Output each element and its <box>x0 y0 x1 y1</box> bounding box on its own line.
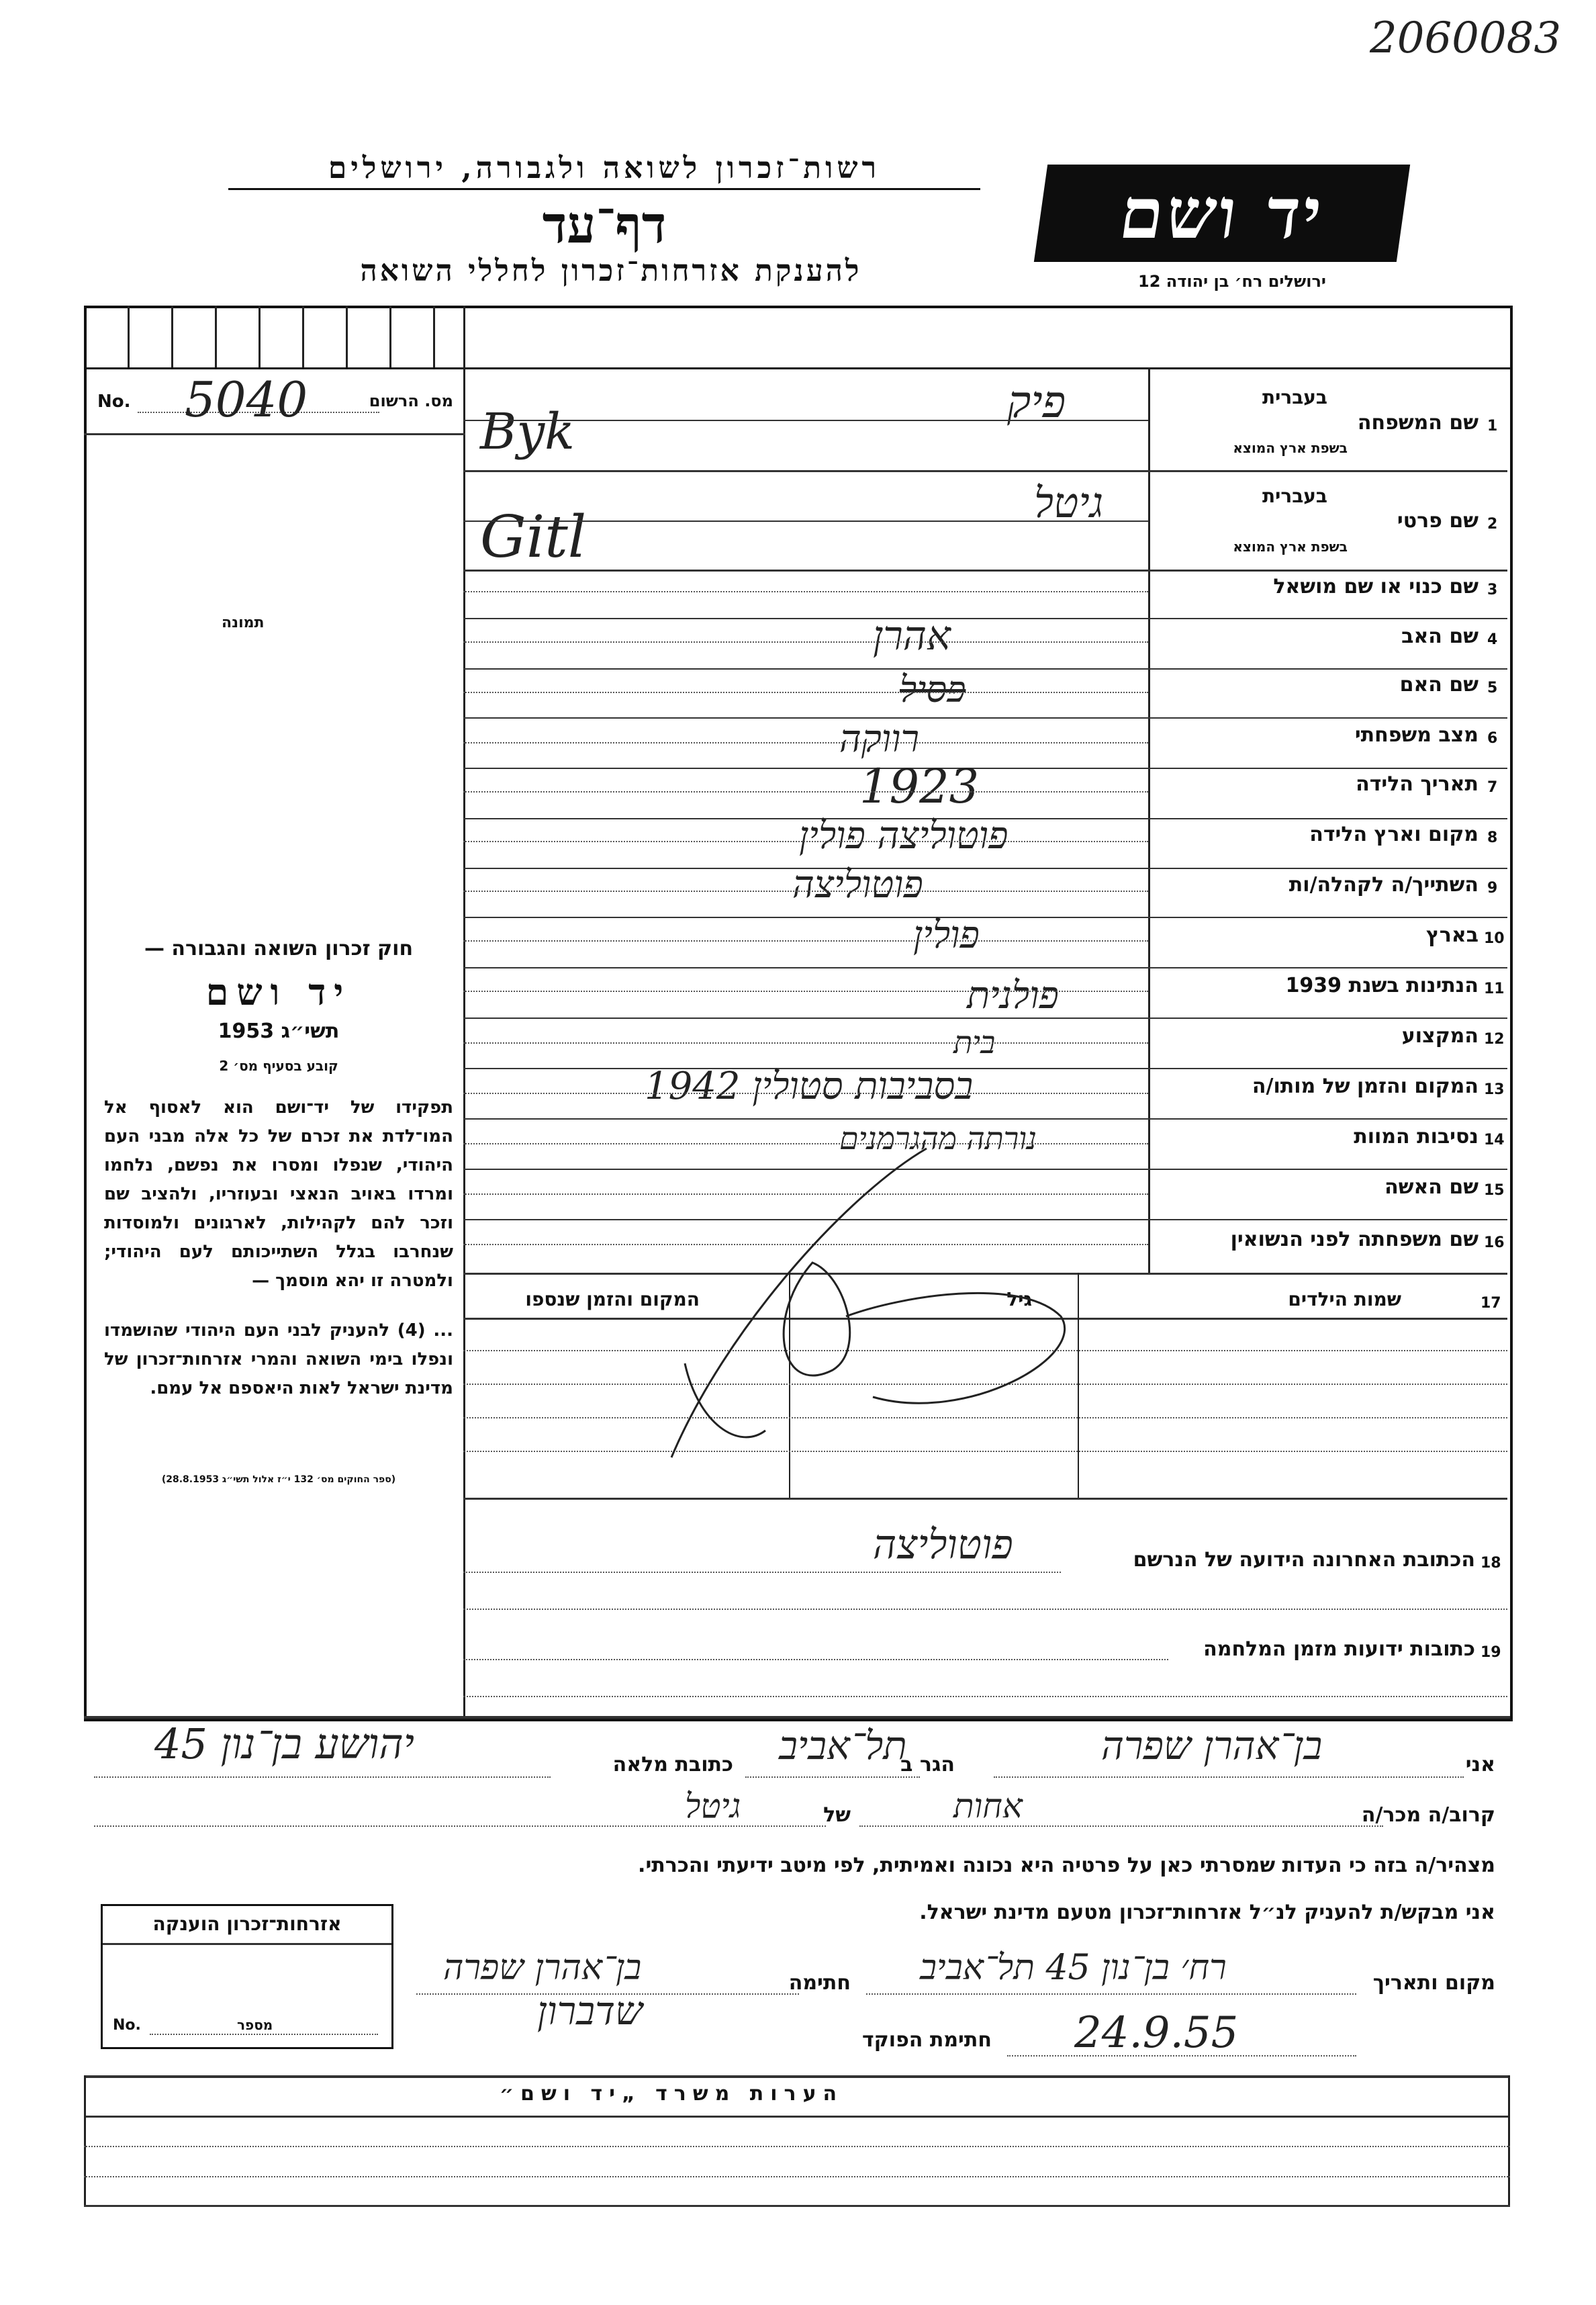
registration-no <box>97 371 453 428</box>
field-18-dots <box>463 1572 1061 1573</box>
field-12-number: 12 <box>1484 1031 1505 1048</box>
decl-relative-dots <box>859 1825 1383 1827</box>
field-11-value: פולנית <box>967 974 1059 1018</box>
field-6-bottom <box>463 768 1507 769</box>
field-19-dots <box>463 1659 1168 1660</box>
decl-of-value: גיטל <box>685 1787 741 1825</box>
field-18-value: פוטוליצה <box>873 1521 1013 1568</box>
registration-label: מס. הרשום <box>369 392 453 410</box>
children-place-header: המקום והזמן שנספו <box>525 1288 700 1310</box>
field-1-value: פיק <box>1007 376 1066 428</box>
form-title: דף־עד <box>542 195 667 255</box>
field-17-number: 17 <box>1481 1295 1501 1312</box>
field-8-bottom <box>463 868 1507 869</box>
field-7-number: 7 <box>1487 779 1498 796</box>
decl-signature-label: חתימה <box>788 1971 851 1995</box>
form-bottom-line <box>84 1716 1510 1719</box>
office-notes-title-line <box>84 2116 1510 2118</box>
office-notes-line <box>84 2176 1510 2177</box>
decl-resides-value: תל־אביב <box>779 1723 907 1768</box>
field-9-dots <box>463 891 1148 892</box>
field-8-value: פוטוליצה פולין <box>799 814 1008 858</box>
field-12-bottom <box>463 1068 1507 1069</box>
field-2-hebrew-tag: בעברית <box>1262 485 1327 507</box>
field-5-bottom <box>463 717 1507 719</box>
field-1-bottom <box>463 470 1507 472</box>
decl-relative-value: אחות <box>953 1787 1023 1825</box>
field-11-label: הנתינות בשנת 1939 <box>1285 974 1478 997</box>
decl-of-dots <box>94 1825 826 1827</box>
field-1-number: 1 <box>1487 418 1498 435</box>
top-strip-tick <box>346 306 348 367</box>
field-5-value: פסיל <box>900 668 966 711</box>
field-15-label: שם האשה <box>1384 1175 1478 1199</box>
field-2-origin-value: Gitl <box>480 504 587 571</box>
children-names-header: שמות הילדים <box>1288 1288 1401 1310</box>
office-notes-top <box>84 2075 1510 2078</box>
field-3-label: שם כנוי או שם מושאל <box>1273 575 1478 598</box>
field-1-origin-tag: בשפת ארץ המוצא <box>1233 440 1348 456</box>
decl-statement-2: אני מבקש/ת להעניק לנ״ל אזרחות־זכרון מטעם מדינת ישראל. <box>919 1901 1495 1924</box>
decl-of-label: של <box>823 1803 851 1827</box>
field-13-bottom <box>463 1118 1507 1120</box>
decl-date-value: 24.9.55 <box>1074 2008 1239 2058</box>
field-1-line <box>463 420 1148 421</box>
field-13-number: 13 <box>1484 1081 1505 1098</box>
citizenship-no-label: No. <box>113 2017 141 2034</box>
children-age-header: גיל <box>1006 1288 1032 1310</box>
top-grid-strip <box>84 306 1510 369</box>
top-strip-tick <box>171 306 173 367</box>
decl-i-dots <box>994 1776 1464 1778</box>
form-frame <box>84 306 1513 1721</box>
field-2-label: שם פרטי <box>1397 509 1478 533</box>
office-notes-left <box>84 2075 86 2206</box>
decl-place-date-label: מקום ותאריך <box>1372 1971 1495 1995</box>
registration-no-en: No. <box>97 392 131 412</box>
field-18-label: הכתובת האחרונה הידועה של הנרשם <box>1133 1548 1475 1572</box>
field-11-number: 11 <box>1484 981 1505 997</box>
law-paragraph-1: תפקידו של יד־ושם הוא לאסוף אל המו־לדת את זכרם של כל אלה מבני העם היהודי, שנפלו ומסרו את נפשם, נלחמו ומרדו באויב הנאצי ובעוזריו, ולהציב שם וזכר להם לקהילות, לארגונים ולמוסדות שנחרבו בגלל השתייכותם לעם היהודי; ולמטרה זו יהא מוסמך — <box>104 1097 453 1291</box>
decl-address-label: כתובת מלאה <box>612 1753 733 1776</box>
field-8-label: מקום וארץ הלידה <box>1309 823 1478 846</box>
citizenship-no-dots <box>150 2034 378 2035</box>
law-clause: קובע בסעיף מס׳ 2 <box>219 1058 338 1074</box>
field-16-number: 16 <box>1484 1234 1505 1251</box>
field-1-label: שם המשפחה <box>1357 411 1478 435</box>
field-3-dots <box>463 591 1148 592</box>
top-strip-tick <box>302 306 304 367</box>
field-5-dots <box>463 692 1148 693</box>
field-7-dots <box>463 791 1148 793</box>
field-6-value: רווקה <box>839 717 919 761</box>
office-notes-bottom <box>84 2205 1510 2207</box>
field-7-label: תאריך הלידה <box>1356 772 1478 796</box>
field-4-bottom <box>463 668 1507 670</box>
authority-underline <box>228 188 980 190</box>
photo-label: תמונה <box>222 615 265 631</box>
decl-address-value: יהושע בן־נון 45 <box>154 1719 414 1768</box>
field-10-value: פולין <box>913 913 980 957</box>
field-14-label: נסיבות המוות <box>1354 1125 1478 1148</box>
authority-title: רשות־זכרון לשואה ולגבורה, ירושלים <box>328 151 881 185</box>
law-name: יד ושם <box>205 970 352 1013</box>
registration-value: 5040 <box>185 371 308 428</box>
law-year: תשי״ג 1953 <box>218 1020 340 1043</box>
field-14-number: 14 <box>1484 1132 1505 1148</box>
decl-i-value: בן־אהרן שפרה <box>1101 1723 1323 1768</box>
field-2-line <box>463 521 1148 522</box>
yad-vashem-logo <box>1034 165 1410 262</box>
office-notes-line <box>84 2146 1510 2147</box>
decl-officer-value: שדברון <box>537 1988 643 2034</box>
top-strip-tick <box>433 306 435 367</box>
field-9-number: 9 <box>1487 880 1498 897</box>
field-4-value: אהרן <box>873 613 951 660</box>
field-8-number: 8 <box>1487 829 1498 846</box>
decl-relative-label: קרוב/ה מכר/ה <box>1361 1803 1495 1827</box>
top-strip-tick <box>259 306 261 367</box>
field-10-label: בארץ <box>1425 923 1478 947</box>
law-paragraph-2: ... (4) להעניק לבני העם היהודי שהושמדו ונפלו בימי השואה והמרי אזרחות־זכרון של מדינת ישראל לאות היאספם אל עמם. <box>104 1320 453 1398</box>
citizenship-number-label: מספר <box>237 2017 273 2033</box>
field-3-number: 3 <box>1487 582 1498 598</box>
field-12-dots <box>463 1042 1148 1044</box>
field-8-dots <box>463 841 1148 842</box>
decl-officer-label: חתימת הפוקד <box>862 2028 992 2052</box>
field-4-number: 4 <box>1487 631 1498 648</box>
children-table-bottom <box>463 1498 1507 1500</box>
citizenship-title: אזרחות־זכרון הוענקה <box>152 1913 342 1935</box>
field-15-number: 15 <box>1484 1182 1505 1199</box>
field-9-value: פוטוליצה <box>792 863 923 907</box>
decl-resides-dots <box>745 1776 920 1778</box>
label-column-border <box>1148 367 1150 1274</box>
field-5-label: שם האם <box>1399 673 1478 696</box>
field-10-dots <box>463 940 1148 942</box>
decl-statement-1: מצהיר/ה בזה כי העדות שמסרתי כאן על פרטיה היא נכונה ואמיתית, לפי מיטב ידיעתי והכרתי. <box>638 1854 1495 1877</box>
decl-address-dots <box>94 1776 551 1778</box>
field-7-value: 1923 <box>859 759 980 814</box>
registration-underline <box>84 433 465 435</box>
office-notes-right <box>1508 2075 1510 2206</box>
decl-place-dots <box>866 1993 1356 1995</box>
left-column-border <box>463 306 465 1716</box>
field-9-bottom <box>463 917 1507 918</box>
field-2-bottom <box>463 570 1507 572</box>
form-subtitle: להענקת אזרחות־זכרון לחללי השואה <box>360 254 862 288</box>
decl-resides-label: הגר ב <box>900 1753 955 1776</box>
field-12-value: בית <box>953 1024 996 1060</box>
citizenship-title-line <box>103 1943 391 1945</box>
archive-number: 2060083 <box>1370 13 1562 63</box>
field-14-value: נורתה מהגרמנים <box>839 1120 1037 1157</box>
citizenship-box <box>101 1904 393 2049</box>
field-13-label: המקום והזמן של מותו/ה <box>1252 1075 1478 1098</box>
field-1-origin-value: Byk <box>480 403 575 461</box>
decl-officer-dots <box>1007 2055 1356 2057</box>
field-2-origin-tag: בשפת ארץ המוצא <box>1233 539 1348 555</box>
field-19-number: 19 <box>1481 1644 1501 1661</box>
field-4-label: שם האב <box>1401 625 1478 648</box>
field-18-number: 18 <box>1481 1555 1501 1572</box>
field-10-bottom <box>463 967 1507 968</box>
decl-signature-value: בן־אהרן שפרה <box>443 1948 642 1988</box>
cancel-scribble <box>645 1142 1115 1491</box>
field-5-number: 5 <box>1487 680 1498 696</box>
field-1-hebrew-tag: בעברית <box>1262 386 1327 408</box>
field-19-label: כתובות ידועות מזמן המלחמה <box>1203 1637 1475 1661</box>
field-2-value: גיטל <box>1034 478 1104 527</box>
field-11-bottom <box>463 1018 1507 1019</box>
field-16-label: שם משפחתה לפני הנשואין <box>1230 1228 1478 1251</box>
field-12-label: המקצוע <box>1401 1024 1478 1048</box>
top-strip-tick <box>215 306 217 367</box>
field-13-dots <box>463 1093 1148 1094</box>
office-notes-title: הערות משרד „יד ושם״ <box>499 2082 844 2106</box>
field-11-dots <box>463 991 1148 992</box>
decl-place-date-value: רח׳ בן־נון 45 תל־אביב <box>920 1948 1227 1988</box>
field-6-dots <box>463 742 1148 743</box>
field-18-dots-2 <box>463 1609 1507 1610</box>
top-strip-tick <box>128 306 130 367</box>
address-line: ירושלים רח׳ בן יהודה 12 <box>1138 272 1326 291</box>
top-strip-tick <box>389 306 391 367</box>
law-source: (ספר החוקים מס׳ 132 י״ז אלול תשי״ג 28.8.1953) <box>161 1474 396 1485</box>
field-3-bottom <box>463 618 1507 619</box>
law-title: חוק זכרון השואה והגבורה — <box>144 937 414 960</box>
decl-i-label: אני <box>1465 1753 1495 1776</box>
field-19-dots-2 <box>463 1696 1507 1697</box>
field-4-dots <box>463 641 1148 643</box>
field-6-label: מצב משפחתי <box>1354 723 1478 747</box>
field-2-number: 2 <box>1487 516 1498 533</box>
field-13-value: בסביבות סטולין 1942 <box>645 1065 974 1108</box>
field-6-number: 6 <box>1487 730 1498 747</box>
field-10-number: 10 <box>1484 930 1505 947</box>
logo-text: יד ושם <box>1115 172 1329 255</box>
field-9-label: השתייך/ה לקהלה/ות <box>1288 873 1478 897</box>
